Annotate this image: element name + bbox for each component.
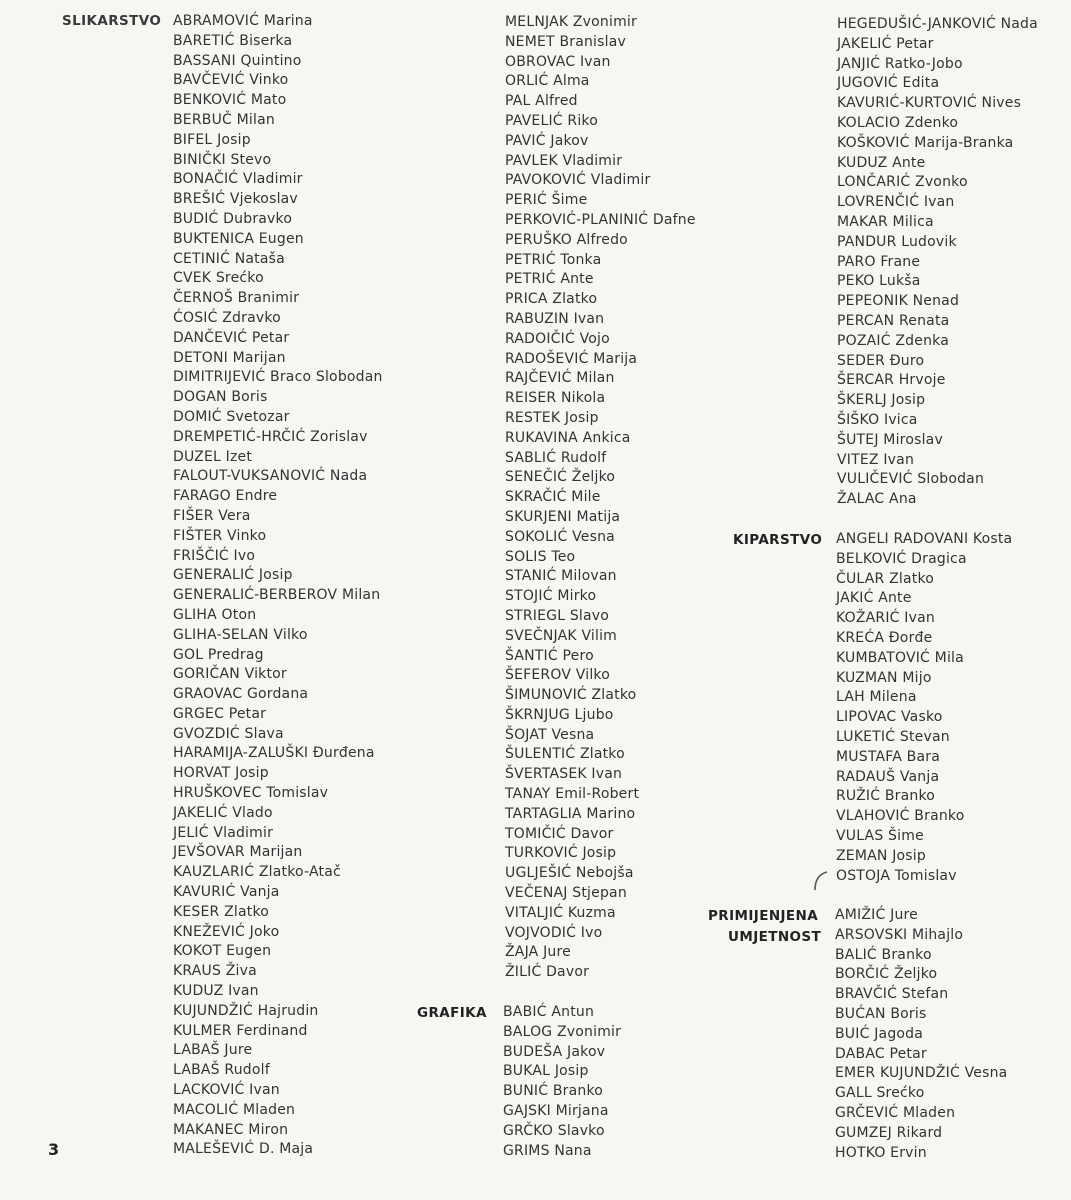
artist-name: ŠIMUNOVIĆ Zlatko [505,687,637,704]
artist-name: SEDER Đuro [837,352,925,369]
artist-name: KOKOT Eugen [173,943,272,960]
artist-name: TOMIČIĆ Davor [505,825,614,842]
artist-name: GLIHA Oton [173,606,257,623]
artist-name: ŠKRNJUG Ljubo [505,706,614,723]
artist-name: KUMBATOVIĆ Mila [836,649,964,666]
artist-name: ŠULENTIĆ Zlatko [505,746,625,763]
artist-name: JANJIĆ Ratko-Jobo [837,55,963,72]
artist-name: BALIĆ Branko [835,946,932,963]
artist-name: HRUŠKOVEC Tomislav [173,785,329,802]
artist-name: MUSTAFA Bara [836,748,940,765]
artist-name: ŠERCAR Hrvoje [837,372,946,389]
artist-name: PARO Frane [837,253,921,270]
pencil-mark [805,868,835,894]
artist-name: GALL Srećko [835,1085,925,1102]
artist-name: STOJIĆ Mirko [505,588,597,605]
artist-name: GLIHA-SELAN Vilko [173,626,308,643]
artist-name: MACOLIĆ Mladen [173,1101,296,1118]
artist-name: FIŠER Vera [173,507,251,524]
artist-name: SABLIĆ Rudolf [505,449,607,466]
artist-name: FRIŠČIĆ Ivo [173,547,256,564]
artist-name: SENEČIĆ Željko [505,469,616,486]
artist-name: ČERNOŠ Branimir [173,290,300,307]
artist-name: BUNIĆ Branko [503,1083,604,1100]
name-list-kiparstvo [836,530,1012,886]
artist-name: GENERALIĆ Josip [173,567,293,584]
artist-name: BIFEL Josip [173,131,251,148]
artist-name: RUKAVINA Ankica [505,429,631,446]
artist-name: FIŠTER Vinko [173,527,267,544]
artist-name: PAVELIĆ Riko [505,112,598,129]
artist-name: MAKAR Milica [837,213,934,230]
section-heading-kiparstvo: KIPARSTVO [733,532,823,548]
artist-name: ZEMAN Josip [836,847,926,864]
artist-name: SOKOLIĆ Vesna [505,528,615,545]
artist-name: LACKOVIĆ Ivan [173,1082,280,1099]
name-list-slikarstvo-col1 [173,12,383,1160]
artist-name: VLAHOVIĆ Branko [836,808,965,825]
artist-name: BABIĆ Antun [503,1004,595,1020]
artist-name: PERCAN Renata [837,312,950,329]
artist-name: ŠOJAT Vesna [505,726,595,743]
artist-name: KOLACIO Zdenko [837,114,959,131]
artist-name: BUIĆ Jagoda [835,1025,924,1042]
artist-name: BORČIĆ Željko [835,966,938,983]
name-list-primijenjena [835,906,1007,1163]
artist-name: KUZMAN Mijo [836,669,932,686]
artist-name: BASSANI Quintino [173,52,302,69]
artist-name: JUGOVIĆ Edita [837,75,940,92]
artist-name: NEMET Branislav [505,33,626,50]
artist-name: BUKTENICA Eugen [173,230,304,247]
artist-name: PAVLEK Vladimir [505,152,623,169]
artist-name: ŠEFEROV Vilko [505,667,610,684]
artist-name: DOMIĆ Svetozar [173,408,290,425]
artist-name: AMIŽIĆ Jure [835,907,918,923]
artist-name: RABUZIN Ivan [505,310,605,327]
artist-name: GRČEVIĆ Mladen [835,1104,956,1121]
artist-name: ŠVERTASEK Ivan [505,766,623,783]
artist-name: VEČENAJ Stjepan [505,885,627,902]
artist-name: BUDEŠA Jakov [503,1043,606,1060]
artist-name: BARETIĆ Biserka [173,32,293,49]
artist-name: RESTEK Josip [505,409,599,426]
artist-name: TANAY Emil-Robert [505,786,640,803]
artist-name: PAVOKOVIĆ Vladimir [505,172,651,189]
artist-name: KULMER Ferdinand [173,1022,308,1039]
artist-name: KESER Zlatko [173,903,270,920]
artist-name: CVEK Srećko [173,270,264,287]
artist-name: GUMZEJ Rikard [835,1124,943,1141]
artist-name: ORLIĆ Alma [505,73,590,90]
artist-name: HEGEDUŠIĆ-JANKOVIĆ Nada [837,16,1038,32]
artist-name: ŽAJA Jure [505,944,571,961]
artist-name: SOLIS Teo [505,548,576,565]
artist-name: JAKELIĆ Petar [837,35,934,52]
name-list-slikarstvo-col2 [505,13,696,983]
artist-name: SKRAČIĆ Mile [505,489,601,506]
artist-name: PAVIĆ Jakov [505,132,589,149]
artist-name: LONČARIĆ Zvonko [837,174,968,191]
artist-name: GENERALIĆ-BERBEROV Milan [173,587,381,604]
name-list-grafika [503,1003,621,1161]
artist-name: RAJČEVIĆ Milan [505,370,615,387]
artist-name: DOGAN Boris [173,389,268,406]
artist-name: VOJVODIĆ Ivo [505,924,603,941]
artist-name: LABAŠ Jure [173,1042,253,1059]
artist-name: KAVURIĆ-KURTOVIĆ Nives [837,95,1022,112]
artist-name: ARSOVSKI Mihajlo [835,926,964,943]
artist-name: BINIČKI Stevo [173,151,272,168]
artist-name: FARAGO Endre [173,488,278,505]
artist-name: PERIĆ Šime [505,192,588,209]
artist-name: PERKOVIĆ-PLANINIĆ Dafne [505,211,696,228]
artist-name: BENKOVIĆ Mato [173,92,287,109]
artist-name: JAKELIĆ Vlado [173,804,273,821]
section-heading-primijenjena: PRIMIJENJENA [708,908,819,924]
artist-name: GAJSKI Mirjana [503,1102,609,1119]
artist-name: GVOZDIĆ Slava [173,725,284,742]
artist-name: KUDUZ Ante [837,154,926,171]
artist-name: VULAS Šime [836,827,924,844]
artist-name: BELKOVIĆ Dragica [836,550,967,567]
artist-name: ŽALAC Ana [837,491,917,508]
artist-name: GRČKO Slavko [503,1122,605,1139]
artist-name: RADOŠEVIĆ Marija [505,350,638,367]
artist-name: POZAIĆ Zdenka [837,332,949,349]
artist-name: JAKIĆ Ante [836,590,912,607]
artist-name: ABRAMOVIĆ Marina [173,13,313,29]
artist-name: PERUŠKO Alfredo [505,231,628,248]
artist-name: FALOUT-VUKSANOVIĆ Nada [173,468,368,485]
name-list-slikarstvo-col3 [837,15,1038,510]
artist-name: REISER Nikola [505,390,606,407]
artist-name: SKURJENI Matija [505,508,621,525]
artist-name: KNEŽEVIĆ Joko [173,923,280,940]
artist-name: BREŠIĆ Vjekoslav [173,191,298,208]
artist-name: BUĆAN Boris [835,1005,927,1022]
artist-name: DETONI Marijan [173,349,286,366]
artist-name: LABAŠ Rudolf [173,1062,270,1079]
artist-name: BUKAL Josip [503,1063,589,1080]
artist-name: VULIČEVIĆ Slobodan [837,471,985,488]
artist-name: LUKETIĆ Stevan [836,728,950,745]
artist-name: LIPOVAC Vasko [836,709,943,726]
artist-name: PEPEONIK Nenad [837,293,960,310]
artist-name: BAVČEVIĆ Vinko [173,72,289,89]
artist-name: OBROVAC Ivan [505,53,611,70]
section-heading-grafika: GRAFIKA [417,1005,487,1021]
artist-name: KUJUNDŽIĆ Hajrudin [173,1002,319,1019]
artist-name: KOŽARIĆ Ivan [836,610,935,627]
artist-name: BUDIĆ Dubravko [173,210,293,227]
artist-name: ĆOSIĆ Zdravko [173,309,281,326]
artist-name: LAH Milena [836,689,917,706]
artist-name: PETRIĆ Tonka [505,251,602,268]
artist-name: KAVURIĆ Vanja [173,884,280,901]
artist-name: EMER KUJUNDŽIĆ Vesna [835,1065,1008,1082]
artist-name: BRAVČIĆ Stefan [835,986,949,1003]
artist-name: ŠKERLJ Josip [837,392,926,409]
artist-name: JEVŠOVAR Marijan [173,844,303,861]
artist-name: ŠUTEJ Miroslav [837,431,943,448]
artist-name: HOTKO Ervin [835,1144,927,1161]
section-heading-umjetnost: UMJETNOST [728,929,822,945]
section-heading-slikarstvo: SLIKARSTVO [62,13,162,29]
artist-name: STRIEGL Slavo [505,607,610,624]
artist-name: MELNJAK Zvonimir [505,14,637,30]
artist-name: STANIĆ Milovan [505,568,617,585]
artist-name: DABAC Petar [835,1045,927,1062]
artist-name: ČULAR Zlatko [836,570,935,587]
artist-name: PAL Alfred [505,93,578,110]
artist-name: UGLJEŠIĆ Nebojša [505,865,634,882]
artist-name: RADAUŠ Vanja [836,768,940,785]
artist-name: GORIČAN Viktor [173,666,287,683]
artist-name: VITALJIĆ Kuzma [505,904,616,921]
artist-name: BERBUČ Milan [173,111,275,128]
artist-name: KREĆA Đorđe [836,629,933,646]
artist-name: RUŽIĆ Branko [836,788,936,805]
artist-name: DREMPETIĆ-HRČIĆ Zorislav [173,428,368,445]
artist-name: ŠIŠKO Ivica [837,411,918,428]
artist-name: BALOG Zvonimir [503,1023,622,1040]
artist-name: BONAČIĆ Vladimir [173,171,303,188]
artist-name: TARTAGLIA Marino [505,805,636,822]
artist-name: ŽILIĆ Davor [505,964,590,981]
artist-name: MAKANEC Miron [173,1121,289,1138]
artist-name: GOL Predrag [173,646,264,663]
artist-name: KRAUS Živa [173,963,257,980]
artist-name: PEKO Lukša [837,273,921,290]
artist-name: PANDUR Ludovik [837,233,957,250]
artist-name: ANGELI RADOVANI Kosta [836,531,1013,547]
artist-name: RADOIČIĆ Vojo [505,330,610,347]
artist-name: DIMITRIJEVIĆ Braco Slobodan [173,369,383,386]
artist-name: PRICA Zlatko [505,291,598,308]
artist-name: TURKOVIĆ Josip [505,845,617,862]
artist-name: DUZEL Izet [173,448,253,465]
artist-name: DANČEVIĆ Petar [173,329,290,346]
artist-name: GRIMS Nana [503,1142,592,1159]
artist-name: OSTOJA Tomislav [836,867,957,884]
artist-name: CETINIĆ Nataša [173,250,285,267]
artist-name: ŠANTIĆ Pero [505,647,594,664]
artist-name: MALEŠEVIĆ D. Maja [173,1141,314,1158]
artist-name: GRAOVAC Gordana [173,686,309,703]
artist-name: JELIĆ Vladimir [173,824,274,841]
artist-name: KOŠKOVIĆ Marija-Branka [837,134,1014,151]
artist-name: HORVAT Josip [173,765,269,782]
page-number: 3 [48,1140,60,1159]
artist-name: GRGEC Petar [173,705,267,722]
artist-name: SVEČNJAK Vilim [505,627,618,644]
artist-name: KAUZLARIĆ Zlatko-Atač [173,864,341,881]
artist-name: KUDUZ Ivan [173,983,259,1000]
artist-name: HARAMIJA-ZALUŠKI Đurđena [173,745,375,762]
artist-name: VITEZ Ivan [837,451,915,468]
artist-name: LOVRENČIĆ Ivan [837,194,955,211]
artist-name: PETRIĆ Ante [505,271,594,288]
